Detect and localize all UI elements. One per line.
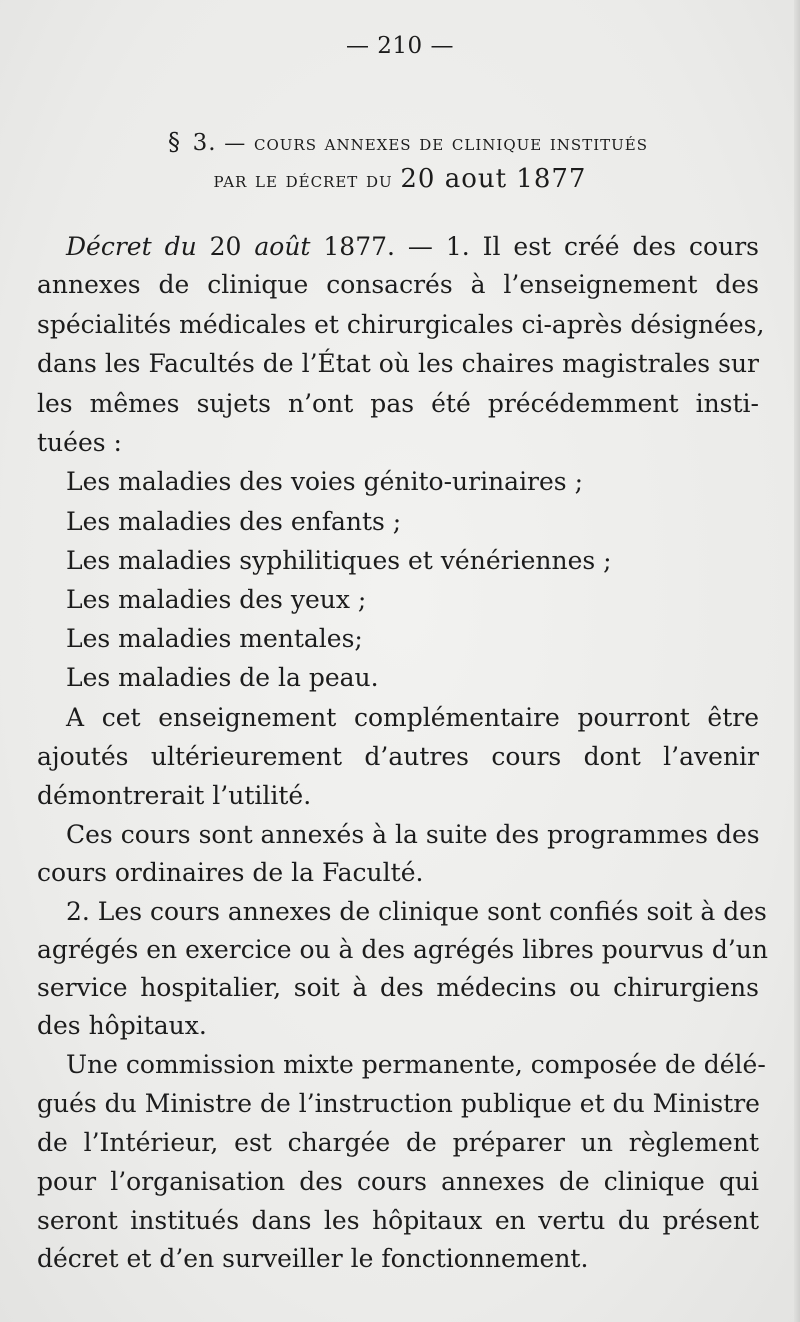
decree-line-6: tuées : (37, 428, 122, 457)
list-item: Les maladies des enfants ; (66, 507, 402, 536)
paragraph-c-line-2: agrégés en exercice ou à des agrégés libres pourvus d’un (37, 935, 768, 964)
page-edge-shadow (794, 0, 800, 1322)
section-heading-text-2: par le décret du (213, 168, 393, 192)
section-sign: § (167, 128, 181, 156)
section-heading-text-1: cours annexes de clinique institués (253, 131, 649, 155)
section-dash: — (224, 131, 247, 155)
list-item: Les maladies des voies génito-urinaires ; (66, 467, 584, 496)
paragraph-d-line-1: Une commission mixte permanente, composée de délé- (66, 1050, 766, 1079)
paragraph-c-line-4: des hôpitaux. (37, 1011, 207, 1040)
paragraph-d-line-2: gués du Ministre de l’instruction publique et du Ministre (37, 1089, 760, 1118)
list-item: Les maladies syphilitiques et vénériennes ; (66, 546, 612, 575)
paragraph-a-line-1: A cet enseignement complémentaire pourront être (66, 703, 759, 732)
paragraph-d-line-3: de l’Intérieur, est chargée de préparer un règlement (37, 1128, 759, 1157)
section-number: 3. (192, 130, 217, 156)
decree-label: Décret du (66, 232, 197, 261)
paragraph-b-line-1: Ces cours sont annexés à la suite des programmes des (66, 820, 760, 849)
paragraph-d-line-5: seront institués dans les hôpitaux en vertu du présent (37, 1206, 759, 1235)
decree-line-1 (66, 232, 759, 262)
paragraph-d-line-6: décret et d’en surveiller le fonctionnement. (37, 1244, 589, 1273)
paragraph-a-line-2: ajoutés ultérieurement d’autres cours dont l’avenir (37, 742, 759, 771)
page-number: — 210 — (345, 33, 455, 59)
list-item: Les maladies mentales; (66, 624, 363, 653)
decree-day: 20 (209, 232, 242, 261)
paragraph-b-line-2: cours ordinaires de la Faculté. (37, 858, 424, 887)
decree-line-2: annexes de clinique consacrés à l’enseignement des (37, 270, 759, 299)
list-item: Les maladies des yeux ; (66, 585, 367, 614)
decree-line-4: dans les Facultés de l’État où les chaires magistrales sur (37, 349, 759, 378)
section-heading-date: 20 aout 1877 (400, 164, 587, 194)
paragraph-c-line-3: service hospitalier, soit à des médecins ou chirurgiens (37, 973, 759, 1002)
section-heading-line-1 (8, 128, 800, 156)
section-heading-line-2 (0, 164, 800, 194)
paragraph-d-line-4: pour l’organisation des cours annexes de clinique qui (37, 1167, 759, 1196)
decree-text: 1877. — 1. Il est créé des cours (323, 232, 759, 261)
decree-month: août (254, 232, 311, 261)
decree-line-5: les mêmes sujets n’ont pas été précédemment insti- (37, 389, 759, 418)
decree-line-3: spécialités médicales et chirurgicales ci-après désignées, (37, 310, 765, 339)
paragraph-a-line-3: démontrerait l’utilité. (37, 781, 312, 810)
paragraph-c-line-1: 2. Les cours annexes de clinique sont confiés soit à des (66, 897, 767, 926)
list-item: Les maladies de la peau. (66, 663, 379, 692)
